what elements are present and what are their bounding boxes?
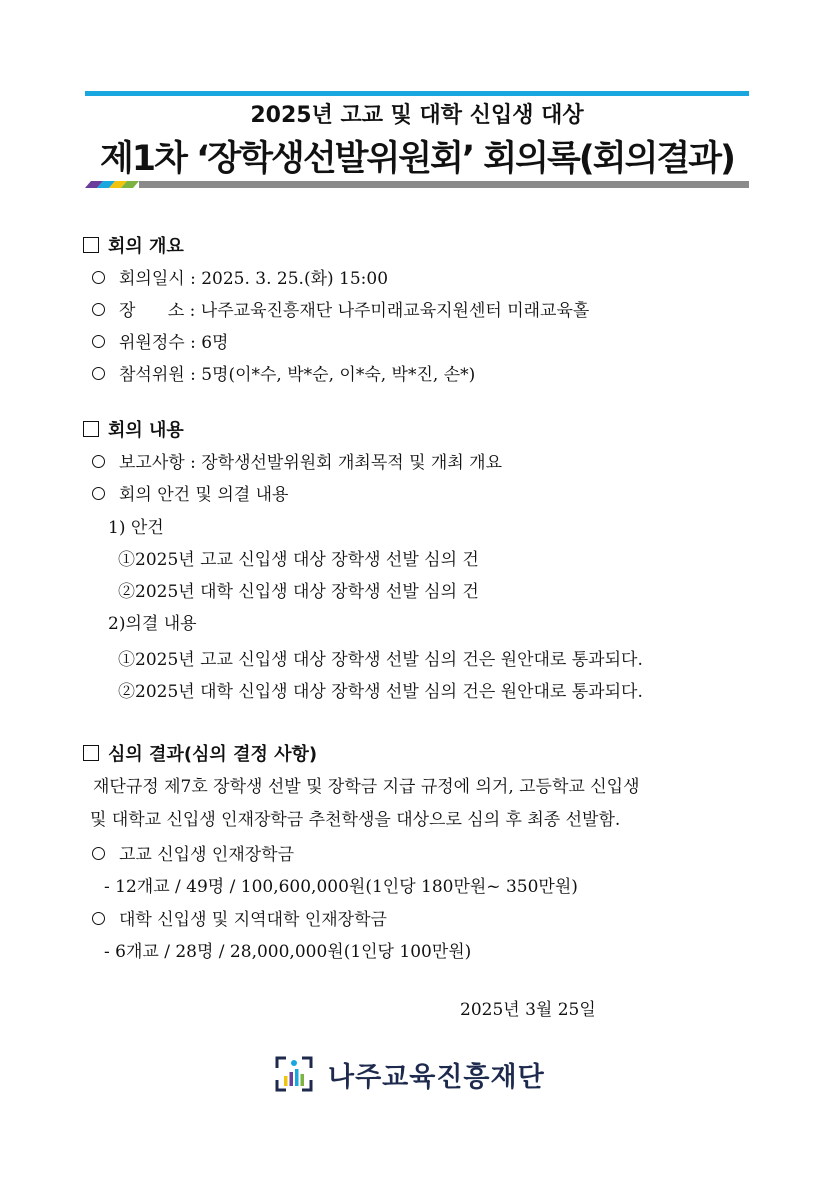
checkbox-square-icon bbox=[83, 745, 99, 761]
agenda-item: ②2025년 대학 신입생 대상 장학생 선발 심의 건 bbox=[118, 582, 479, 602]
title-line-1: 2025년 고교 및 대학 신입생 대상 bbox=[250, 103, 584, 128]
header-bottom-bar bbox=[85, 181, 749, 188]
page-title: 제1차 ‘장학생선발위원회’ 회의록(회의결과) bbox=[99, 139, 735, 179]
circle-bullet-icon bbox=[92, 912, 105, 925]
foundation-logo bbox=[274, 1054, 545, 1094]
content-report: 보고사항 : 장학생선발위원회 개최목적 및 개최 개요 bbox=[92, 448, 502, 473]
overview-item-quota: 위원정수 : 6명 bbox=[92, 328, 228, 353]
section-heading-content: 회의 내용 bbox=[83, 416, 184, 442]
header-top-bar bbox=[85, 91, 749, 96]
agenda-item: ①2025년 고교 신입생 대상 장학생 선발 심의 건 bbox=[118, 550, 479, 570]
resolution-item: ②2025년 대학 신입생 대상 장학생 선발 심의 건은 원안대로 통과되다. bbox=[118, 682, 643, 702]
circle-bullet-icon bbox=[92, 367, 105, 380]
result-item-university-detail: - 6개교 / 28명 / 28,000,000원(1인당 100만원) bbox=[104, 942, 472, 962]
circle-bullet-icon bbox=[92, 335, 105, 348]
circle-bullet-icon bbox=[92, 847, 105, 860]
circle-bullet-icon bbox=[92, 455, 105, 468]
agenda-label: 1) 안건 bbox=[108, 518, 164, 538]
section-heading-overview: 회의 개요 bbox=[83, 232, 184, 258]
checkbox-square-icon bbox=[83, 237, 99, 253]
overview-item-datetime: 회의일시 : 2025. 3. 25.(화) 15:00 bbox=[92, 264, 388, 289]
resolution-item: ①2025년 고교 신입생 대상 장학생 선발 심의 건은 원안대로 통과되다. bbox=[118, 650, 643, 670]
result-item-highschool: 고교 신입생 인재장학금 bbox=[92, 840, 294, 865]
circle-bullet-icon bbox=[92, 303, 105, 316]
overview-item-location: 장 소 : 나주교육진흥재단 나주미래교육지원센터 미래교육홀 bbox=[92, 296, 589, 321]
foundation-name: 나주교육진흥재단 bbox=[328, 1061, 545, 1093]
overview-item-attendees: 참석위원 : 5명(이*수, 박*순, 이*숙, 박*진, 손*) bbox=[92, 360, 475, 385]
circle-bullet-icon bbox=[92, 487, 105, 500]
checkbox-square-icon bbox=[83, 421, 99, 437]
section-heading-result: 심의 결과(심의 결정 사항) bbox=[83, 740, 317, 766]
result-paragraph-line-1: 재단규정 제7호 장학생 선발 및 장학금 지급 규정에 의거, 고등학교 신입생 bbox=[93, 777, 640, 797]
document-date: 2025년 3월 25일 bbox=[460, 1000, 596, 1020]
circle-bullet-icon bbox=[92, 271, 105, 284]
result-item-university: 대학 신입생 및 지역대학 인재장학금 bbox=[92, 905, 387, 930]
content-agenda-title: 회의 안건 및 의결 내용 bbox=[92, 480, 288, 505]
resolution-label: 2)의결 내용 bbox=[108, 614, 197, 634]
foundation-logo-icon bbox=[274, 1054, 314, 1094]
result-paragraph-line-2: 및 대학교 신입생 인재장학금 추천학생을 대상으로 심의 후 최종 선발함. bbox=[90, 810, 621, 830]
result-item-highschool-detail: - 12개교 / 49명 / 100,600,000원(1인당 180만원~ 350만원) bbox=[104, 877, 578, 897]
